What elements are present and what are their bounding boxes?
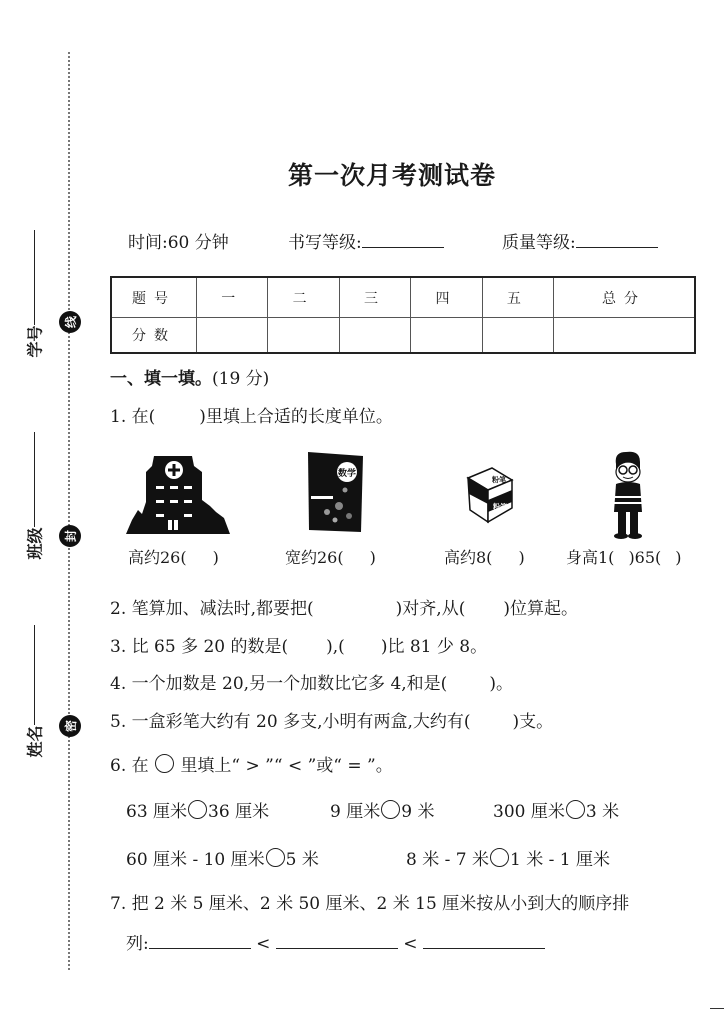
q5-text-a: 5. 一盒彩笔大约有 20 多支,小明有两盒,大约有( [110,712,471,732]
compare-right: 3 米 [585,802,620,822]
caption-book [285,545,376,568]
book-label: 数学 [337,469,357,479]
page-edge-mark [710,1008,724,1009]
question-6 [110,751,393,776]
question-2 [110,594,578,619]
seal-xian-icon: 线 [59,311,81,333]
name-line [34,625,35,725]
caption-chalk [444,545,525,568]
compare-left: 9 厘米 [330,802,381,822]
score-cell[interactable] [268,318,339,354]
q7-blank-1[interactable] [149,932,251,949]
caption-text: ) [212,548,219,567]
section-1-heading [110,364,269,389]
q3-text-c: )比 81 少 8。 [380,637,488,657]
page-title: 第一次月考测试卷 [287,161,496,190]
section-title-text: 一、填一填。 [110,369,212,389]
q1-text-a: 1. 在( [110,407,156,427]
compare-item [126,845,319,870]
q2-text-a: 2. 笔算加、减法时,都要把( [110,599,314,619]
question-7: 7. 把 2 米 5 厘米、2 米 50 厘米、2 米 15 厘米按从小到大的顺序排 [110,894,630,914]
compare-circle[interactable] [566,800,585,819]
compare-circle[interactable] [188,800,207,819]
chalk-box-icon [462,466,518,524]
compare-left: 60 厘米 - 10 厘米 [126,850,265,870]
score-cell[interactable] [411,318,482,354]
question-4 [110,669,513,694]
boy-icon [608,450,648,540]
class-line [34,432,35,527]
compare-right: 1 米 - 1 厘米 [510,850,610,870]
score-cell[interactable] [554,318,695,354]
header-cell: 一 [197,277,268,318]
q2-text-b: )对齐,从( [395,599,466,619]
header-cell: 总分 [554,277,695,318]
header-cell: 二 [268,277,339,318]
question-5 [110,707,553,732]
caption-text: ) [675,548,682,567]
hospital-icon [124,452,232,536]
compare-right: 5 米 [285,850,319,870]
caption-text: 高约8( [444,548,493,567]
writing-grade [288,228,444,253]
caption-text: )65( [628,548,662,567]
compare-item [493,797,619,822]
name-label: 姓名 [25,725,45,758]
compare-left: 63 厘米 [126,802,188,822]
exam-time: 时间:60 分钟 [128,233,229,253]
score-table-score-row [111,318,695,354]
quality-grade-label: 质量等级: [502,233,576,253]
caption-text: 宽约26( [285,548,344,567]
question-3 [110,632,487,657]
q6-text-b: 里填上“ > ”“ < ”或“ = ”。 [180,756,393,776]
score-table-header-row [111,277,695,318]
question-1 [110,402,393,427]
q4-text-b: )。 [489,674,513,694]
question-7-answer [126,929,545,954]
seal-mi-icon: 密 [59,715,81,737]
q5-text-b: )支。 [512,712,554,732]
compare-item [126,797,269,822]
caption-text: 高约26( [128,548,187,567]
q7-blank-3[interactable] [423,932,545,949]
q7-prefix: 列: [126,934,149,954]
q2-text-c: )位算起。 [503,599,578,619]
compare-circle[interactable] [381,800,400,819]
q6-text-a: 6. 在 [110,756,149,776]
q3-text-a: 3. 比 65 多 20 的数是( [110,637,289,657]
score-table [110,276,696,354]
writing-grade-blank[interactable] [362,231,444,248]
compare-right: 36 厘米 [208,802,270,822]
header-cell: 五 [482,277,553,318]
caption-boy [566,545,682,568]
circle-icon [155,754,174,773]
section-points: (19 分) [212,369,270,389]
less-than-sign: < [256,934,271,954]
compare-circle[interactable] [266,848,285,867]
q7-blank-2[interactable] [276,932,398,949]
score-cell[interactable] [482,318,553,354]
q4-text-a: 4. 一个加数是 20,另一个加数比它多 4,和是( [110,674,448,694]
caption-text: ) [518,548,525,567]
score-row-label: 分数 [111,318,197,354]
caption-text: ) [369,548,376,567]
box-label-side: 粉笔 [493,503,507,511]
q3-text-b: ),( [326,637,345,657]
math-book-icon [305,450,365,534]
less-than-sign: < [403,934,418,954]
seal-feng-icon: 封 [59,525,81,547]
box-label-top: 粉笔 [492,476,506,484]
q1-text-b: )里填上合适的长度单位。 [199,407,393,427]
quality-grade-blank[interactable] [576,231,658,248]
class-label: 班级 [25,527,45,560]
score-cell[interactable] [339,318,410,354]
caption-text: 身高1( [566,548,615,567]
header-cell: 三 [339,277,410,318]
compare-left: 8 米 - 7 米 [406,850,489,870]
score-cell[interactable] [197,318,268,354]
writing-grade-label: 书写等级: [288,233,362,253]
student-id-label: 学号 [25,325,45,358]
quality-grade [502,228,658,253]
compare-left: 300 厘米 [493,802,565,822]
header-cell: 题号 [111,277,197,318]
header-cell: 四 [411,277,482,318]
student-id-line [34,230,35,325]
caption-hospital [128,545,219,568]
compare-item [330,797,434,822]
compare-right: 9 米 [401,802,435,822]
compare-circle[interactable] [490,848,509,867]
compare-item [406,845,610,870]
